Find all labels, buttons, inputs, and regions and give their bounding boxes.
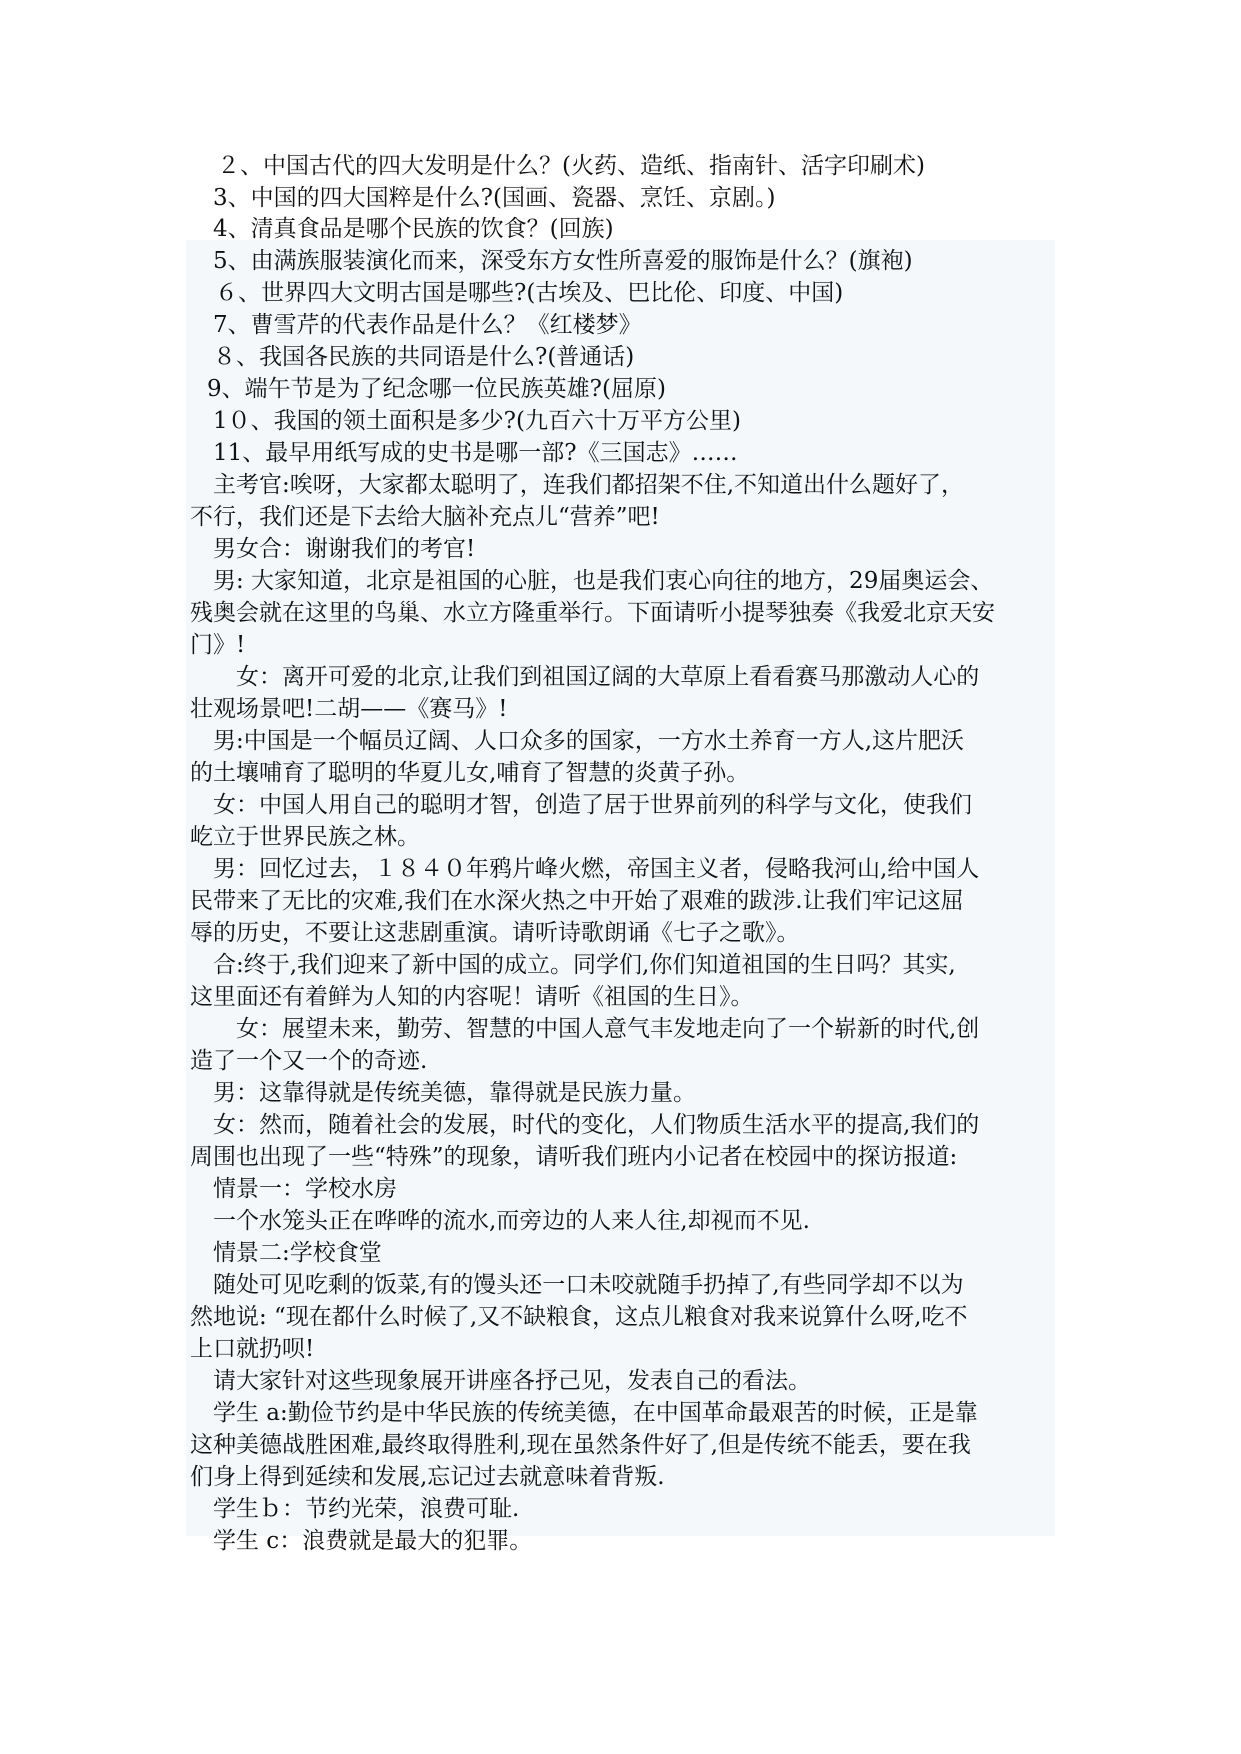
text-line: 学生 a:勤俭节约是中华民族的传统美德，在中国革命最艰苦的时候，正是靠 <box>190 1400 978 1426</box>
text-line: 9、端午节是为了纪念哪一位民族英雄?(屈原) <box>184 376 666 402</box>
text-line: 男：这靠得就是传统美德，靠得就是民族力量。 <box>190 1080 696 1106</box>
text-line: 主考官:唉呀，大家都太聪明了，连我们都招架不住,不知道出什么题好了， <box>190 472 965 498</box>
text-line: 女：展望未来，勤劳、智慧的中国人意气丰发地走向了一个崭新的时代,创 <box>190 1016 980 1042</box>
text-line: 男:中国是一个幅员辽阔、人口众多的国家，一方水土养育一方人,这片肥沃 <box>190 728 965 754</box>
text-line: 男：回忆过去，１８４０年鸦片峰火燃，帝国主义者，侵略我河山,给中国人 <box>190 856 980 882</box>
text-line: 一个水笼头正在哗哗的流水,而旁边的人来人往,却视而不见. <box>190 1208 810 1234</box>
text-line: 请大家针对这些现象展开讲座各抒己见，发表自己的看法。 <box>190 1368 811 1394</box>
text-line: 5、由满族服装演化而来，深受东方女性所喜爱的服饰是什么？(旗袍) <box>190 248 913 274</box>
text-line: 民带来了无比的灾难,我们在水深火热之中开始了艰难的跋涉.让我们牢记这屈 <box>190 888 964 914</box>
text-line: 周围也出现了一些“特殊”的现象，请听我们班内小记者在校园中的探访报道: <box>190 1144 958 1170</box>
text-line: 门》! <box>190 632 246 658</box>
text-line: 男女合：谢谢我们的考官! <box>190 536 476 562</box>
text-line: 情景二:学校食堂 <box>190 1240 382 1266</box>
text-line: 这种美德战胜困难,最终取得胜利,现在虽然条件好了,但是传统不能丢，要在我 <box>190 1432 971 1458</box>
text-line: 男: 大家知道，北京是祖国的心脏，也是我们衷心向往的地方，29届奥运会、 <box>190 568 994 594</box>
text-line: 女：离开可爱的北京,让我们到祖国辽阔的大草原上看看赛马那激动人心的 <box>190 664 980 690</box>
text-line: 女：然而，随着社会的发展，时代的变化，人们物质生活水平的提高,我们的 <box>190 1112 980 1138</box>
text-line: 壮观场景吧!二胡——《赛马》! <box>190 696 508 722</box>
text-line: 7、曹雪芹的代表作品是什么？《红楼梦》 <box>190 312 642 338</box>
text-line: 随处可见吃剩的饭菜,有的馒头还一口未咬就随手扔掉了,有些同学却不以为 <box>190 1272 964 1298</box>
text-line: 不行，我们还是下去给大脑补充点儿“营养”吧! <box>190 504 660 530</box>
text-line: 情景一：学校水房 <box>190 1176 397 1202</box>
text-line: 这里面还有着鲜为人知的内容呢！请听《祖国的生日》。 <box>190 984 754 1010</box>
text-line: 屹立于世界民族之林。 <box>190 824 420 850</box>
text-line: 残奥会就在这里的鸟巢、水立方隆重举行。下面请听小提琴独奏《我爱北京天安 <box>190 600 995 626</box>
text-line: 3、中国的四大国粹是什么?(国画、瓷器、烹饪、京剧。) <box>190 185 776 211</box>
text-line: ２、中国古代的四大发明是什么？(火药、造纸、指南针、活字印刷术) <box>194 153 925 179</box>
text-line: 们身上得到延续和发展,忘记过去就意味着背叛. <box>190 1464 665 1490</box>
text-line: 的土壤哺育了聪明的华夏儿女,哺育了智慧的炎黄子孙。 <box>190 760 750 786</box>
text-line: 4、清真食品是哪个民族的饮食？(回族) <box>190 216 614 242</box>
text-line: 辱的历史，不要让这悲剧重演。请听诗歌朗诵《七子之歌》。 <box>190 920 800 946</box>
text-line: 女：中国人用自己的聪明才智，创造了居于世界前列的科学与文化，使我们 <box>190 792 972 818</box>
text-line: ８、我国各民族的共同语是什么?(普通话) <box>190 344 635 370</box>
text-line: 1０、我国的领土面积是多少?(九百六十万平方公里) <box>190 408 741 434</box>
text-line: 上口就扔呗! <box>190 1336 315 1362</box>
text-line: 然地说: “现在都什么时候了,又不缺粮食，这点儿粮食对我来说算什么呀,吃不 <box>190 1304 968 1330</box>
text-line: ６、世界四大文明古国是哪些?(古埃及、巴比伦、印度、中国) <box>192 280 844 306</box>
text-line: 11、最早用纸写成的史书是哪一部?《三国志》…… <box>190 440 738 466</box>
text-line: 学生ｂ：节约光荣，浪费可耻. <box>190 1496 520 1522</box>
text-line: 造了一个又一个的奇迹. <box>190 1048 428 1074</box>
text-line: 学生 c：浪费就是最大的犯罪。 <box>190 1528 533 1554</box>
text-line: 合:终于,我们迎来了新中国的成立。同学们,你们知道祖国的生日吗？其实, <box>190 952 956 978</box>
